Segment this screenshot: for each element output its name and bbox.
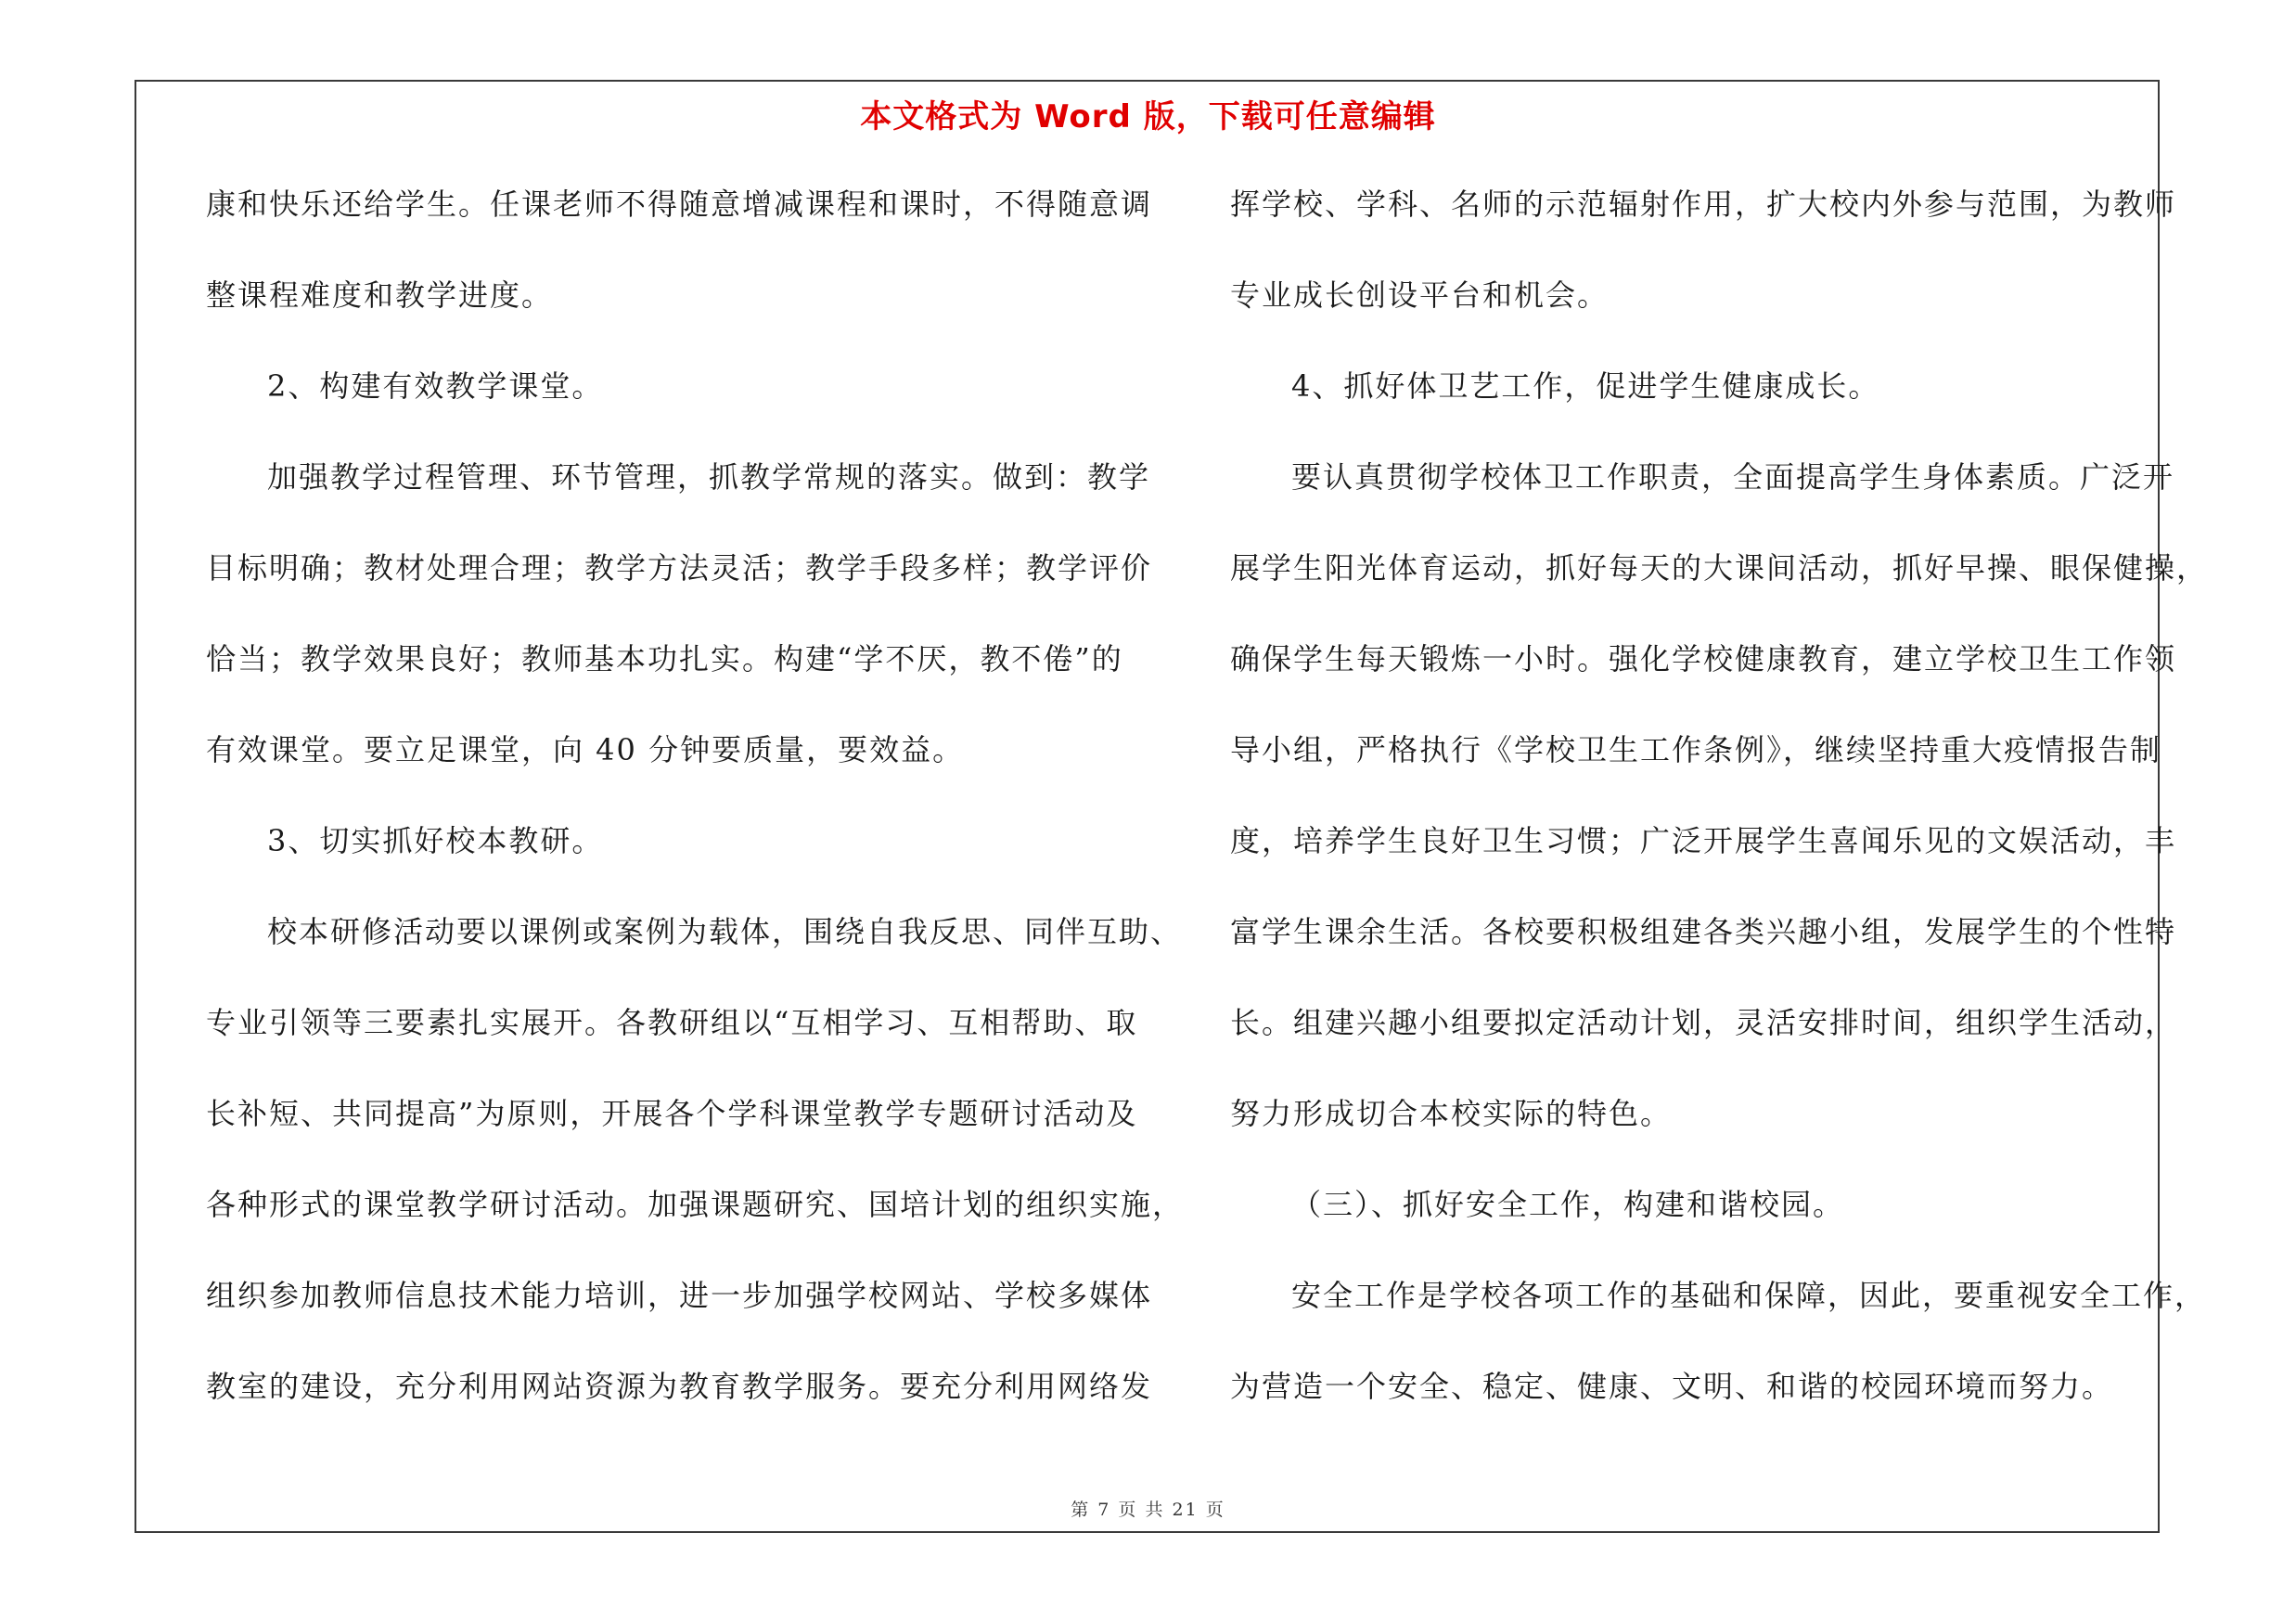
text-line: 确保学生每天锻炼一小时。强化学校健康教育，建立学校卫生工作领 xyxy=(1230,641,2177,676)
text-line: 长补短、共同提高”为原则，开展各个学科课堂教学专题研讨活动及 xyxy=(206,1096,1138,1131)
page-number-footer xyxy=(0,1496,2296,1521)
text-line: 为营造一个安全、稳定、健康、文明、和谐的校园环境而努力。 xyxy=(1230,1369,2114,1404)
text-line: 富学生课余生活。各校要积极组建各类兴趣小组，发展学生的个性特 xyxy=(1230,914,2177,949)
text-line: 长。组建兴趣小组要拟定活动计划，灵活安排时间，组织学生活动， xyxy=(1230,1005,2177,1040)
text-line: 展学生阳光体育运动，抓好每天的大课间活动，抓好早操、眼保健操， xyxy=(1230,550,2209,586)
text-line: 3、切实抓好校本教研。 xyxy=(267,823,604,858)
text-line: 教室的建设，充分利用网站资源为教育教学服务。要充分利用网络发 xyxy=(206,1369,1153,1404)
text-line: 努力形成切合本校实际的特色。 xyxy=(1230,1096,1673,1131)
text-line: 有效课堂。要立足课堂，向 40 分钟要质量，要效益。 xyxy=(206,732,965,767)
text-line: 专业引领等三要素扎实展开。各教研组以“互相学习、互相帮助、取 xyxy=(206,1005,1138,1040)
text-line: 康和快乐还给学生。任课老师不得随意增减课程和课时，不得随意调 xyxy=(206,187,1153,222)
text-line: 安全工作是学校各项工作的基础和保障，因此，要重视安全工作， xyxy=(1291,1278,2207,1313)
text-line: 组织参加教师信息技术能力培训，进一步加强学校网站、学校多媒体 xyxy=(206,1278,1153,1313)
editable-notice-banner: 本文格式为 Word 版，下载可任意编辑 xyxy=(860,98,1436,135)
right-text-column xyxy=(1230,176,2209,1449)
text-line: 恰当；教学效果良好；教师基本功扎实。构建“学不厌，教不倦”的 xyxy=(206,641,1123,676)
text-line: 整课程难度和教学进度。 xyxy=(206,277,554,313)
page-number-label: 第 7 页 共 21 页 xyxy=(1071,1500,1225,1520)
text-line: 校本研修活动要以课例或案例为载体，围绕自我反思、同伴互助、 xyxy=(267,914,1183,949)
text-line: 2、构建有效教学课堂。 xyxy=(267,368,604,404)
text-line: 挥学校、学科、名师的示范辐射作用，扩大校内外参与范围，为教师 xyxy=(1230,187,2177,222)
text-line: 导小组，严格执行《学校卫生工作条例》，继续坚持重大疫情报告制 xyxy=(1230,732,2162,767)
text-line: （三）、抓好安全工作，构建和谐校园。 xyxy=(1291,1187,1845,1222)
text-line: 各种形式的课堂教学研讨活动。加强课题研究、国培计划的组织实施， xyxy=(206,1187,1185,1222)
text-line: 度，培养学生良好卫生习惯；广泛开展学生喜闻乐见的文娱活动，丰 xyxy=(1230,823,2177,858)
text-line: 专业成长创设平台和机会。 xyxy=(1230,277,1610,313)
text-line: 目标明确；教材处理合理；教学方法灵活；教学手段多样；教学评价 xyxy=(206,550,1153,586)
left-text-column xyxy=(206,176,1185,1449)
text-line: 加强教学过程管理、环节管理，抓教学常规的落实。做到：教学 xyxy=(267,459,1151,495)
text-line: 4、抓好体卫艺工作，促进学生健康成长。 xyxy=(1291,368,1880,404)
text-line: 要认真贯彻学校体卫工作职责，全面提高学生身体素质。广泛开 xyxy=(1291,459,2175,495)
